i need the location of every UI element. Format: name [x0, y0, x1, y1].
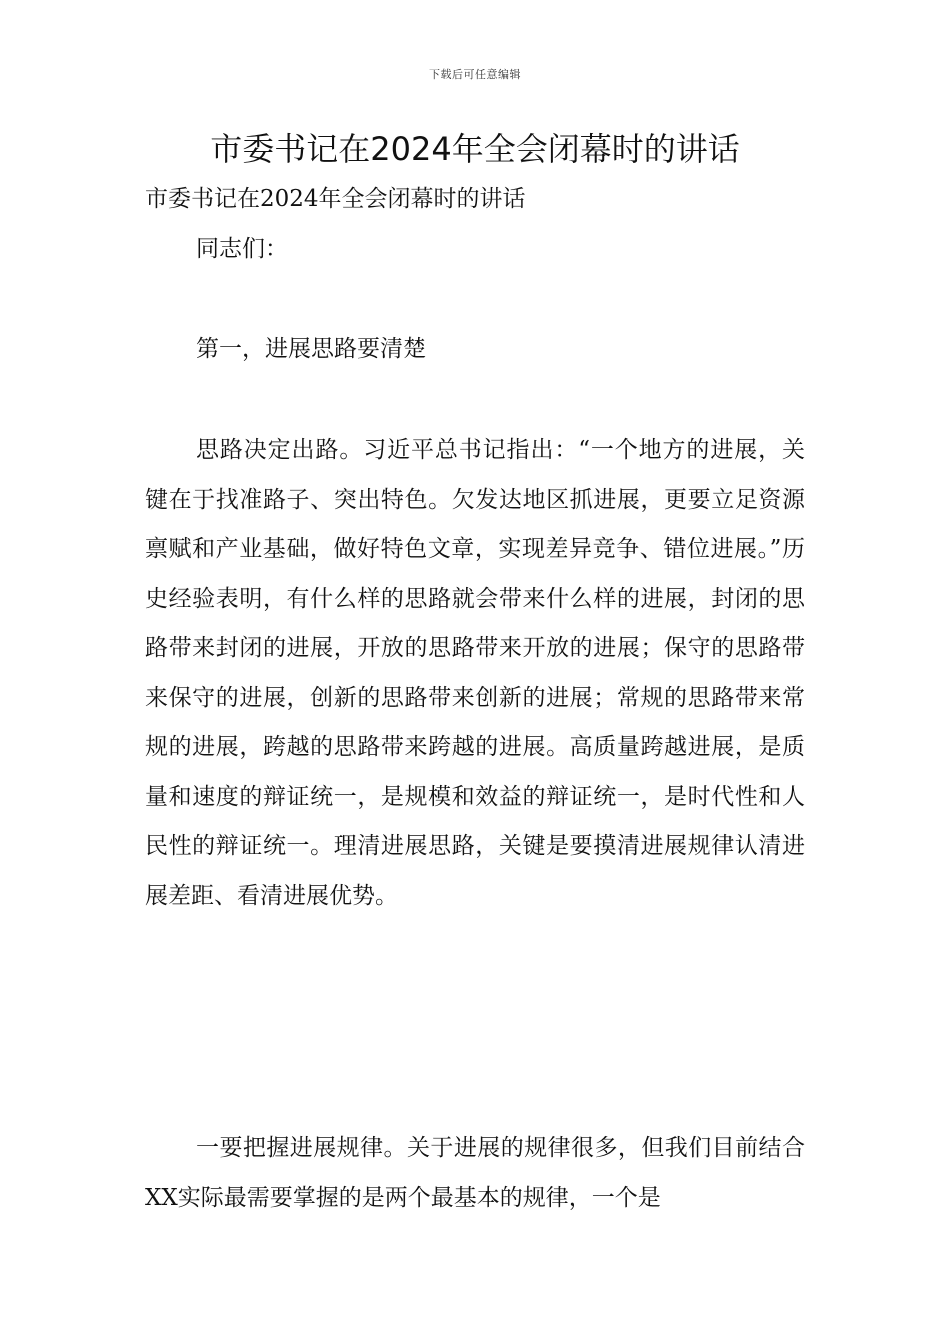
- document-subtitle: 市委书记在2024年全会闭幕时的讲话: [145, 186, 526, 212]
- section-heading: 第一，进展思路要清楚: [196, 336, 426, 362]
- salutation: 同志们：: [196, 236, 288, 262]
- header-note: 下载后可任意编辑: [429, 68, 521, 81]
- body-paragraph-1: 思路决定出路。习近平总书记指出：“一个地方的进展，关键在于找准路子、突出特色。欠发达地区抓进展，更要立足资源禀赋和产业基础，做好特色文章，实现差异竞争、错位进展。”历史经验表明，有什么样的思路就会带来什么样的进展，封闭的思路带来封闭的进展，开放的思路带来开放的进展；保守的思路带来保守的进展，创新的思路带来创新的进展；常规的思路带来常规的进展，跨越的思路带来跨越的进展。高质量跨越进展，是质量和速度的辩证统一，是规模和效益的辩证统一，是时代性和人民性的辩证统一。理清进展思路，关键是要摸清进展规律认清进展差距、看清进展优势。: [145, 437, 805, 909]
- body-paragraph-2: 一要把握进展规律。关于进展的规律很多，但我们目前结合XX实际最需要掌握的是两个最基本的规律，一个是: [145, 1135, 805, 1211]
- document-title: 市委书记在2024年全会闭幕时的讲话: [210, 130, 740, 168]
